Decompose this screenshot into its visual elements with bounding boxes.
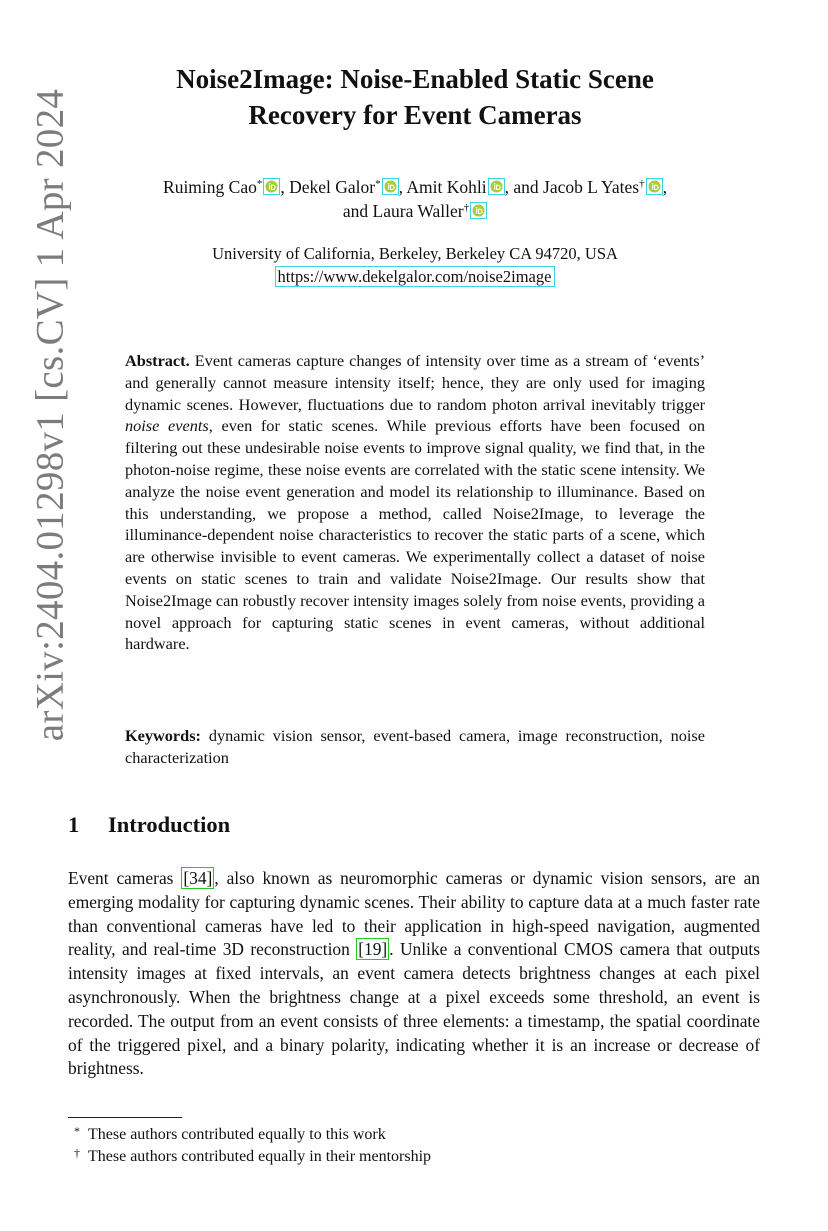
intro-text: , also known as neuromorphic cameras or dynamic vision sensors, are an emerging modality for capturing dynamic scenes. Their ability to capture data at a much faster rate than conventional cameras have led to their application in high-speed navigation, augmented reality, and real-time 3D reconstruction: [68, 868, 761, 960]
orcid-icon[interactable]: [646, 178, 663, 195]
abstract-text: Event cameras capture changes of intensity over time as a stream of ‘events’ and generally cannot measure intensity itself; hence, they are only used for imaging dynamic scenes. However, fluctuations due to random photon arrival inevitably trigger: [125, 351, 705, 414]
abstract-emphasis: noise events: [125, 416, 209, 436]
footnote-mark: *: [74, 1124, 80, 1138]
footnote: [68, 1124, 760, 1146]
author-name: Dekel Galor: [289, 177, 376, 197]
equal-contribution-mark: *: [256, 178, 263, 190]
institution: University of California, Berkeley, Berkeley CA 94720, USA: [212, 244, 618, 263]
footnotes: [68, 1124, 760, 1168]
abstract-text: , even for static scenes. While previous efforts have been focused on filtering out these undesirable noise events to improve signal quality, we find that, in the photon-noise regime, these noise events are correlated with the static scene intensity. We analyze the noise event generation and model its relationship to illuminance. Based on this understanding, we propose a method, called Noise2Image, to leverage the illuminance-dependent noise characteristics to recover the static parts of a scene, which are otherwise invisible to event cameras. We experimentally collect a dataset of noise events on static scenes to train and validate Noise2Image. Our results show that Noise2Image can robustly recover intensity images solely from noise events, providing a novel approach for capturing static scenes in event cameras, without additional hardware.: [125, 416, 705, 654]
author-name: Amit Kohli: [406, 177, 487, 197]
section-title: Introduction: [108, 812, 231, 837]
keywords: [125, 725, 705, 769]
author-name: and Jacob L Yates: [513, 177, 640, 197]
mentorship-mark: †: [639, 178, 645, 190]
footnote-mark: †: [74, 1146, 80, 1160]
abstract: [125, 350, 705, 655]
orcid-icon[interactable]: [263, 178, 280, 195]
footnote-rule: [68, 1117, 182, 1118]
orcid-icon[interactable]: [470, 202, 487, 219]
section-heading: [68, 811, 230, 839]
citation-link[interactable]: [19]: [358, 939, 388, 960]
keywords-label: Keywords:: [125, 726, 201, 745]
section-number: 1: [68, 812, 80, 837]
project-url-link[interactable]: https://www.dekelgalor.com/noise2image: [275, 266, 556, 287]
author-list: Ruiming Cao* , Dekel Galor* , Amit Kohli , and Jacob L Yates† , and Laura Waller†: [163, 177, 667, 221]
orcid-icon[interactable]: [382, 178, 399, 195]
keywords-text: dynamic vision sensor, event-based camera, image reconstruction, noise characterization: [125, 726, 705, 767]
abstract-label: Abstract.: [125, 351, 190, 370]
arxiv-identifier: arXiv:2404.01298v1 [cs.CV] 1 Apr 2024: [28, 88, 72, 742]
paper-title: [110, 61, 720, 133]
author-name: and Laura Waller: [342, 201, 464, 221]
citation-link[interactable]: [34]: [183, 868, 213, 888]
intro-text: . Unlike a conventional CMOS camera that outputs intensity images at fixed intervals, an event camera detects brightness changes at each pixel asynchronously. When the brightness change at a pixel exceeds some threshold, an event is recorded. The output from an event consists of three elements: a timestamp, the spatial coordinate of the triggered pixel, and a binary polarity, indicating whether it is an increase or decrease of brightness.: [68, 939, 760, 1079]
intro-paragraph: [68, 867, 760, 1081]
footnote-text: These authors contributed equally to this work: [88, 1126, 386, 1143]
title-line-1: Noise2Image: Noise-Enabled Static Scene: [176, 64, 654, 94]
intro-text: Event cameras: [68, 868, 174, 888]
arxiv-sidebar: [20, 70, 80, 760]
orcid-icon[interactable]: [488, 178, 505, 195]
author-name: Ruiming Cao: [163, 177, 257, 197]
affiliation-block: [100, 242, 730, 288]
footnote: [68, 1146, 760, 1168]
title-line-2: Recovery for Event Cameras: [248, 100, 582, 130]
equal-contribution-mark: *: [375, 178, 381, 190]
mentorship-mark: †: [463, 202, 470, 214]
footnote-text: These authors contributed equally in their mentorship: [88, 1148, 432, 1165]
